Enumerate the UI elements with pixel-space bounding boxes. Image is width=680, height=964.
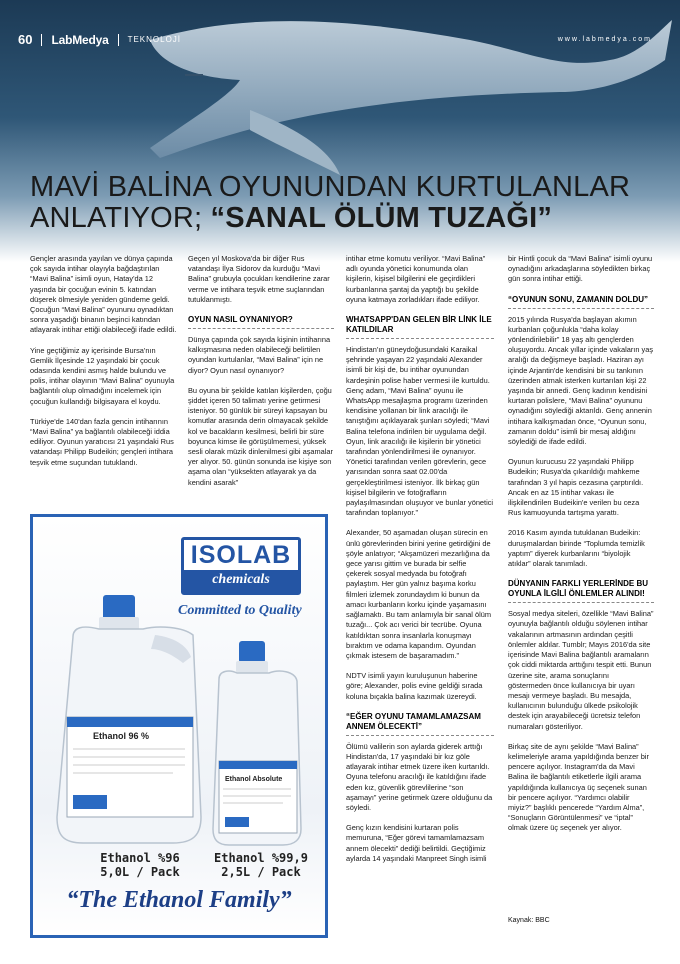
paragraph: NDTV isimli yayın kuruluşunun haberine göre; Alexander, polis evine geldiği sırada koluna bıçakla balina kazımak üzereydi. xyxy=(346,671,483,701)
paragraph: Dünya çapında çok sayıda kişinin intiharına kalkışmasına neden olabileceği belirtilen oyundan kurtulanlar, “Mavi Balina” için ne diyor? Oyun nasıl oynanıyor? xyxy=(188,335,331,375)
column-3 xyxy=(346,254,494,874)
title-line2: ANLATIYOR; xyxy=(30,202,211,234)
bottle2-caption xyxy=(211,851,311,879)
website-url[interactable]: www.labmedya.com xyxy=(557,36,652,43)
paragraph: Sosyal medya siteleri, özellikle “Mavi Balina” oyunuyla bağlantılı olduğu söylenen intihar vakalarının artmasının ardından çeşitli önlemler aldılar. Tumblr; Mayıs 2016'da site içerisinde Mavi Balina bağlantılı aramaların çok ciddi miktarda arttığını tespit etti. Bunun üzerine site, arama sonuçlarını göstermeden önce kullanıcıya bir uyarı mesajı vermeye başladı. Bu mesajda, kullanıcının bulunduğu ülkede psikolojik destek için arayabileceği ücretsiz telefon numaraları gösteriliyor. xyxy=(508,609,654,731)
subheading: WHATSAPP'DAN GELEN BİR LİNK İLE KATILDILAR xyxy=(346,315,494,339)
paragraph: 2016 Kasım ayında tutuklanan Budeikin: duruşmalardan birinde “Toplumda temizlik yaptım” diyerek kurbanlarını “biyolojik atıklar” olarak tanımladı. xyxy=(508,528,645,569)
article-title xyxy=(30,172,660,234)
paragraph: Bu oyuna bir şekilde katılan kişilerden, çoğu şiddet içeren 50 talimatı yerine getirmesi isteniyor. 50 günlük bir süreyi kapsayan bu komutlar arasında derin olmayacak şekilde kol ve bacakların kesilmesi, belirli bir süre boyunca kimse ile görüşülmemesi, yüksek sesli olarak müzik dinlenilmesi gibi aşamalar yer alıyor. 50. günün sonunda ise kişiye son aşama olan “yüksekten atlayarak ya da kendini asarak” xyxy=(188,385,333,487)
column-2 xyxy=(188,254,334,498)
paragraph: Hindistan'ın güneydoğusundaki Karaikal şehrinde yaşayan 22 yaşındaki Alexander isimli bir kişi de, bu intihar oyunundan kardeşinin polise haber vermesi ile kurtuldu. Genç adam, “Mavi Balina” oyunu ile WhatsApp mesajlaşma programı üzerinden kendisine yollanan bir link aracılığı ile tanıştığını açıklayarak şunları söyledi; “Mavi Balina telefona indirilen bir uygulama değil. Oyun, link aracılığı ile kişilerin bir yönetici tarafından yönlendirilmesi ile oynanıyor. Yönetici tarafından verilen görevlerin, gece yarısından sonra saat 02.00'da gerçekleştirilmesi isteniyor. İlk birkaç gün kişisel bilgilerin ve fotoğrafların paylaşılmasından oluşuyor ve bunlar yönetici tarafından toplanıyor.” xyxy=(346,345,494,518)
subheading: “EĞER OYUNU TAMAMLAMAZSAM ANNEM ÖLECEKTİ” xyxy=(346,712,494,736)
bottle2-label: Ethanol Absolute xyxy=(225,776,283,783)
subheading: OYUN NASIL OYNANIYOR? xyxy=(188,315,334,329)
column-1 xyxy=(30,254,178,478)
paragraph: Ölümü valilerin son aylarda giderek arttığı Hindistan'da, 17 yaşındaki bir kız göle atlayarak intihar etmek üzere iken kurtarıldı. Oyuna telefonu aracılığı ile katıldığını ifade eden kız, güvenlik görevlilerine “son aşamayı” yerine getirmek üzere olduğunu da söyledi. xyxy=(346,741,493,812)
paragraph: Birkaç site de aynı şekilde “Mavi Balina” kelimeleriyle arama yapıldığında benzer bir pencere açılıyor. Instagram'da da Mavi Balina ile bağlantılı etiketlerle ilgili arama yapıldığında kullanıcıya üç seçenek sunan bir pencere açılıyor. “Yardımcı olabilir miyiz?” başlıklı pencerede “Yardım Alma”, “Sonuçların Görüntülenmesi” ve “iptal” olmak üzere üç seçenek yer alıyor. xyxy=(508,741,649,833)
paragraph: Genç kızın kendisini kurtaran polis memuruna, “Eğer görevi tamamlamazsam annem ölecekti” dediği belirtildi. Geçtiğimiz aylarda 14 yaşındaki Manpreet Singh isimli xyxy=(346,823,487,863)
paragraph: Alexander, 50 aşamadan oluşan sürecin en ünlü görevlerinden birini yerine getirdiğini de şöyle anlatıyor; “Akşamüzeri mezarlığına da gece yarısı gittim ve burada bir selfie çekerek sosyal medyada bu fotoğrafı paylaştım. Her gün yalnız başıma korku filmleri izlemek zorundaydım ki bunun da amacı kurbanların korku içinde yaşamasını sağlamaktı. Bu tam anlamıyla bir sanal ölüm tuzağı... Çok acı verici bir tecrübe. Oyuna katıldıktan sonra insanlarla konuşmayı bıraktım ve odama kapandım. Oyundan çıkmak istesem de başaramadım.” xyxy=(346,528,492,660)
paragraph: Gençler arasında yayılan ve dünya çapında çok sayıda intihar olayıyla bağdaştırılan “Mavi Balina” isimli oyun, Hatay'da 12 yaşında bir çocuğun evinin 5. katından düşerek ölmesiyle yeniden gündeme geldi. Çocuğun “Mavi Balina” oyununu oynadıktan sonra yaşadığı binanın beşinci katından atlayarak intihar ettiği olabileceği ifade edildi. xyxy=(30,254,177,335)
paragraph: bir Hintli çocuk da “Mavi Balina” isimli oyunu oynadığını arkadaşlarına söyledikten birkaç gün sonra intihar ettiği. xyxy=(508,254,653,284)
paragraph: Türkiye'de 140'dan fazla gencin intiharının “Mavi Balina” ya bağlantılı olabileceği iddia ediliyor. Oyunun yaratıcısı 21 yaşındaki Rus vatandaşı Philipp Budeikin; gençleri intihara teşvik etme suçundan tutuklandı. xyxy=(30,416,174,467)
header-divider xyxy=(41,34,42,46)
paragraph: Oyunun kurucusu 22 yaşındaki Philipp Budeikin; Rusya'da çıkarıldığı mahkeme tarafından 3 yıl hapis cezasına çarptırıldı. Ancak en az 15 intihar vakası ile ilişkilendirilen Budeikin'e verilen bu ceza Rus kamuoyunda tartışma yarattı. xyxy=(508,457,644,518)
ad-slogan: Committed to Quality xyxy=(178,603,302,618)
logo-text: ISOLAB xyxy=(190,541,292,569)
title-line1: MAVİ BALİNA OYUNUNDAN KURTULANLAR xyxy=(30,171,631,203)
small-bottle xyxy=(213,641,301,845)
paragraph: intihar etme komutu veriliyor. “Mavi Balina” adlı oyunda yönetici konumunda olan kişilerin, kişisel bilgilerini ele geçirdikleri kurbanlarına şantaj da yaptığı bu şekilde oyuna katmaya zorladıkları ifade ediliyor. xyxy=(346,254,486,304)
ad-tagline: “The Ethanol Family” xyxy=(66,887,292,913)
header-divider xyxy=(118,34,119,46)
bottle1-size: 5,0L / Pack xyxy=(100,865,180,879)
subheading: DÜNYANIN FARKLI YERLERİNDE BU OYUNLA İLGİLİ ÖNLEMLER ALINDI! xyxy=(508,579,654,603)
subheading: “OYUNUN SONU, ZAMANIN DOLDU” xyxy=(508,295,654,309)
paragraph: Geçen yıl Moskova'da bir diğer Rus vatandaşı İlya Sidorov da kurduğu “Mavi Balina” grubuyla çocukları kendilerine zarar verme ve intihara teşvik etme suçlarından tutuklanmıştı. xyxy=(188,254,330,304)
section-name: TEKNOLOJİ xyxy=(127,35,182,44)
bottle1-label: Ethanol 96 % xyxy=(93,731,150,741)
bottle2-name: Ethanol %99,9 xyxy=(214,851,308,865)
isolab-advertisement[interactable] xyxy=(30,514,328,938)
page-header xyxy=(18,32,181,47)
column-4 xyxy=(508,254,654,844)
bottle1-caption xyxy=(85,851,195,879)
title-emphasis: “SANAL ÖLÜM TUZAĞI” xyxy=(210,202,553,234)
source-credit: Kaynak: BBC xyxy=(508,917,550,924)
brand-logo: LabMedya xyxy=(51,32,109,47)
paragraph: Yine geçtiğimiz ay içerisinde Bursa'nın Gemlik İlçesinde 12 yaşındaki bir çocuk odasında kendini asmış halde bulundu ve polis, intihar olayının “Mavi Balina” oyunuyla bağlantılı olup olmadığını incelemek için çocuğun kullandığı bilgisayara el koydu. xyxy=(30,345,175,406)
bottle2-size: 2,5L / Pack xyxy=(221,865,301,879)
large-bottle xyxy=(57,595,201,843)
page-number: 60 xyxy=(18,32,33,47)
logo-subtext: chemicals xyxy=(184,570,298,592)
paragraph: 2015 yılında Rusya'da başlayan akımın kurbanları çoğunlukla “daha kolay yönlendirilebilir” 18 yaş altı gençlerden oluşuyordu. Ancak yıllar içinde vakaların yaş aralığı da değişmeye başladı. Haziran ayı içinde Arjantin'de kendisini bir su tankının üzerinden atmak isterken kurtarılan kişi 22 yaşında bir annedi. Genç kadının kendisini kurtaran polislere, “Mavi Balina” oyununu oynadığını söylediği aktarıldı. Genç annenin intihara kalkışmadan önce, “Oyunun sonu, zamanın doldu” isimli bir mesaj aldığını söylediği de ifade edildi. xyxy=(508,314,654,447)
bottle1-name: Ethanol %96 xyxy=(100,851,180,865)
